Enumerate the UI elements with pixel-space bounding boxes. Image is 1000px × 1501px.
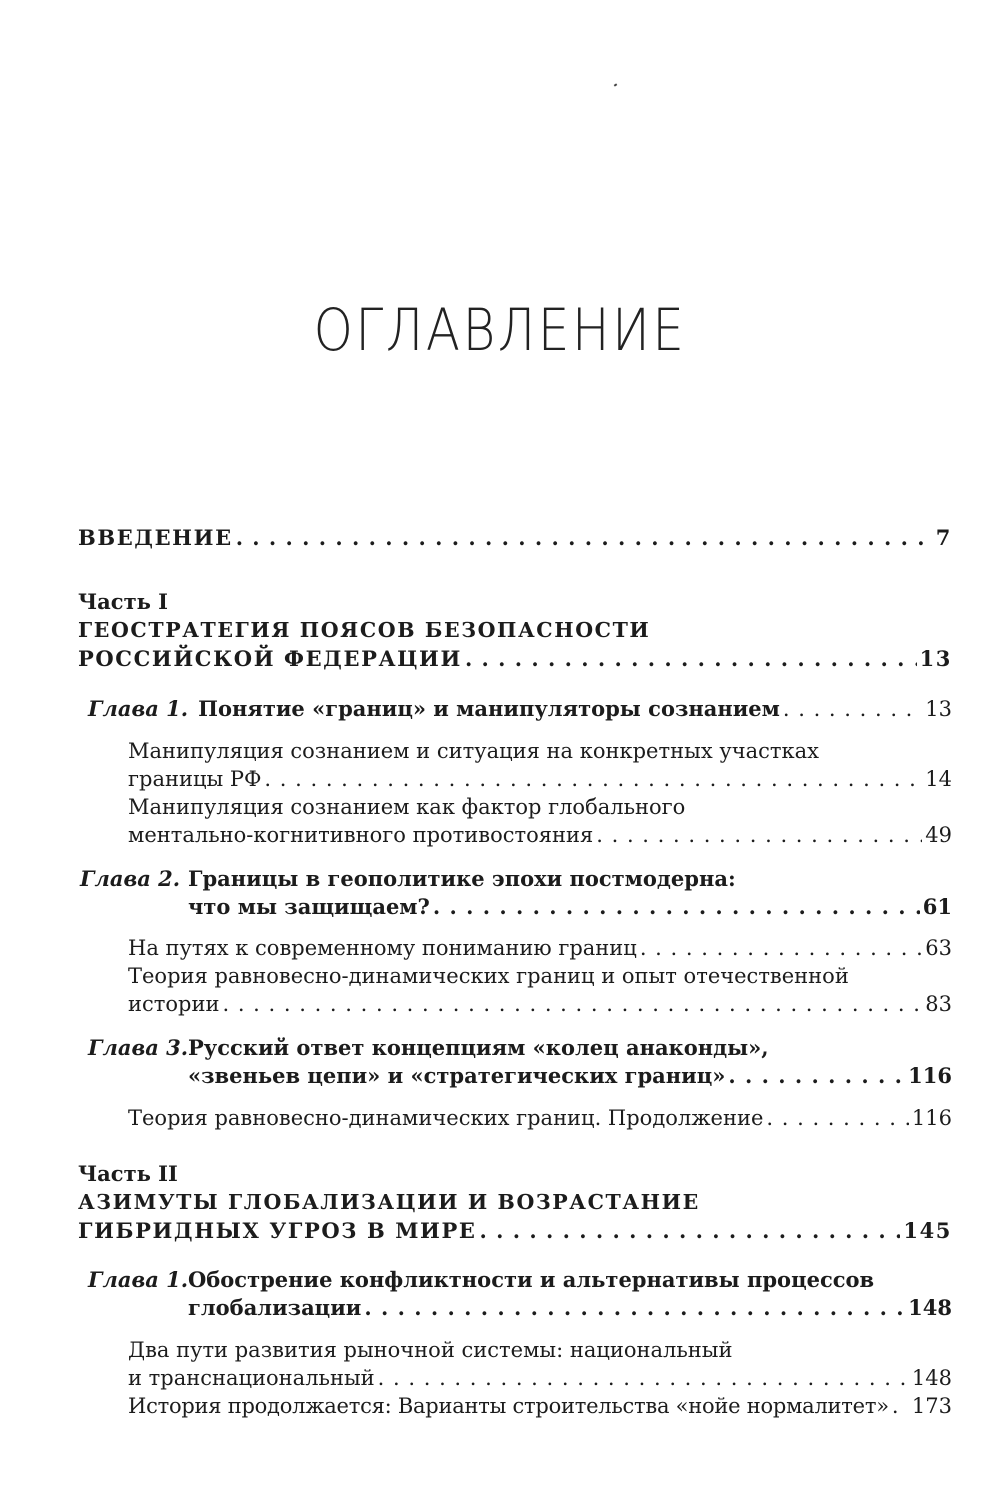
entry-title: ментально-когнитивного противостояния: [128, 823, 594, 847]
toc-entry-section[interactable]: [128, 934, 952, 962]
entry-title: На путях к современному пониманию границ: [128, 936, 637, 960]
leader-dots: [465, 645, 917, 673]
chapter-title-line: Границы в геополитике эпохи постмодерна:: [188, 866, 736, 891]
entry-page: 83: [925, 992, 952, 1016]
leader-dots: [640, 934, 922, 962]
entry-page: 14: [925, 767, 952, 791]
leader-dots: [596, 821, 922, 849]
toc-entry-section[interactable]: [128, 1392, 952, 1420]
entry-page: 13: [925, 697, 952, 721]
part-label: Часть I: [78, 589, 168, 614]
entry-title: глобализации: [188, 1295, 362, 1320]
page-title: ОГЛАВЛЕНИЕ: [313, 296, 687, 364]
toc-entry-chapter[interactable]: [188, 1062, 952, 1090]
leader-dots: [378, 1364, 909, 1392]
entry-page: 61: [922, 894, 952, 919]
part-title-line: АЗИМУТЫ ГЛОБАЛИЗАЦИИ И ВОЗРАСТАНИЕ: [78, 1190, 700, 1214]
toc-entry-section[interactable]: [128, 765, 952, 793]
entry-title: История продолжается: Варианты строительства «нойе нормалитет»: [128, 1394, 889, 1418]
entry-title: и транснациональный: [128, 1366, 375, 1390]
entry-title: ВВЕДЕНИЕ: [78, 525, 233, 550]
entry-page: 148: [908, 1295, 952, 1320]
chapter-label: Глава 2.: [80, 866, 181, 891]
toc-entry-part[interactable]: [78, 1217, 952, 1245]
leader-dots: [766, 1104, 909, 1132]
entry-title: Понятие «границ» и манипуляторы сознанием: [198, 696, 780, 721]
entry-title: границы РФ: [128, 767, 262, 791]
entry-page: 63: [925, 936, 952, 960]
leader-dots: [236, 524, 933, 552]
section-title-line: Манипуляция сознанием и ситуация на конкретных участках: [128, 739, 819, 763]
toc-entry-section[interactable]: [128, 821, 952, 849]
toc-entry-section[interactable]: [128, 990, 952, 1018]
entry-title: Теория равновесно-динамических границ. Продолжение: [128, 1106, 764, 1130]
leader-dots: [892, 1392, 909, 1420]
entry-title: что мы защищаем?: [188, 894, 430, 919]
entry-title: ГИБРИДНЫХ УГРОЗ В МИРЕ: [78, 1218, 477, 1243]
entry-page: 49: [925, 823, 952, 847]
entry-title: РОССИЙСКОЙ ФЕДЕРАЦИИ: [78, 646, 462, 671]
section-title-line: Два пути развития рыночной системы: национальный: [128, 1338, 733, 1362]
entry-title: истории: [128, 992, 220, 1016]
chapter-label: Глава 1.: [88, 696, 189, 721]
entry-page: 173: [911, 1394, 952, 1418]
leader-dots: [264, 765, 922, 793]
entry-page: 116: [908, 1063, 952, 1088]
leader-dots: [728, 1062, 905, 1090]
part-label: Часть II: [78, 1161, 178, 1186]
toc-entry-section[interactable]: [128, 1104, 952, 1132]
entry-page: 116: [911, 1106, 952, 1130]
section-title-line: Манипуляция сознанием как фактор глобального: [128, 795, 686, 819]
chapter-label: Глава 3.: [88, 1035, 189, 1060]
toc-entry-part[interactable]: [78, 645, 952, 673]
part-title-line: ГЕОСТРАТЕГИЯ ПОЯСОВ БЕЗОПАСНОСТИ: [78, 618, 651, 642]
entry-title: «звеньев цепи» и «стратегических границ»: [188, 1063, 726, 1088]
toc-entry-chapter[interactable]: [188, 1294, 952, 1322]
leader-dots: [480, 1217, 901, 1245]
toc-entry-chapter[interactable]: [88, 695, 952, 723]
entry-page: 145: [903, 1218, 952, 1243]
entry-page: 13: [919, 646, 952, 671]
chapter-label: Глава 1.: [88, 1267, 189, 1292]
chapter-title-line: Обострение конфликтности и альтернативы процессов: [188, 1267, 875, 1292]
section-title-line: Теория равновесно-динамических границ и опыт отечественной: [128, 964, 849, 988]
leader-dots: [364, 1294, 905, 1322]
leader-dots: [783, 695, 922, 723]
chapter-title-line: Русский ответ концепциям «колец анаконды»,: [188, 1035, 769, 1060]
toc-entry-intro[interactable]: [78, 524, 952, 552]
print-speck: [614, 83, 618, 86]
entry-page: 148: [911, 1366, 952, 1390]
leader-dots: [222, 990, 922, 1018]
toc-entry-chapter[interactable]: [188, 893, 952, 921]
toc-entry-section[interactable]: [128, 1364, 952, 1392]
leader-dots: [433, 893, 920, 921]
entry-page: 7: [935, 525, 952, 550]
